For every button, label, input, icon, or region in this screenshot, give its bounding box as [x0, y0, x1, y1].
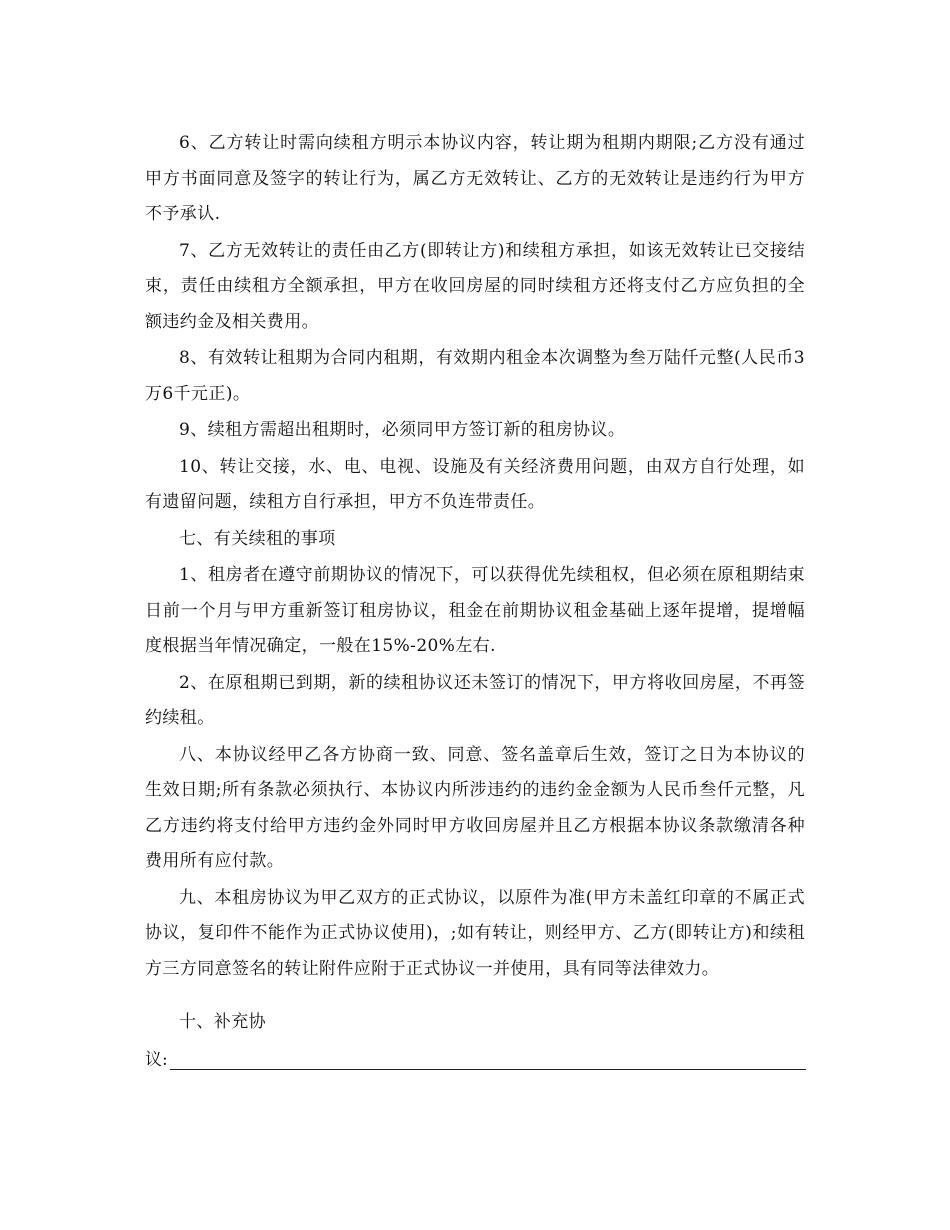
paragraph-clause-6: 6、乙方转让时需向续租方明示本协议内容，转让期为租期内期限;乙方没有通过甲方书面同意及签字的转让行为，属乙方无效转让、乙方的无效转让是违约行为甲方不予承认. [145, 133, 805, 224]
paragraph-renewal-2: 2、在原租期已到期，新的续租协议还未签订的情况下，甲方将收回房屋，不再签约续租。 [145, 672, 805, 728]
paragraph-clause-9: 9、续租方需超出租期时，必须同甲方签订新的租房协议。 [179, 420, 626, 440]
paragraph-clause-8: 8、有效转让租期为合同内租期，有效期内租金本次调整为叁万陆仟元整(人民币3万6千元正)。 [145, 348, 805, 404]
section-heading-renewal: 七、有关续租的事项 [179, 528, 336, 549]
paragraph-section-9: 九、本租房协议为甲乙双方的正式协议，以原件为准(甲方未盖红印章的不属正式协议，复印件不能作为正式协议使用)，;如有转让，则经甲方、乙方(即转让方)和续租方三方同意签名的转让附件应附于正式协议一并使用，具有同等法律效力。 [145, 887, 805, 979]
fill-in-underline [170, 1069, 806, 1070]
paragraph-section-8: 八、本协议经甲乙各方协商一致、同意、签名盖章后生效，签订之日为本协议的生效日期;所有条款必须执行、本协议内所涉违约的违约金金额为人民币叁仟元整，凡乙方违约将支付给甲方违约金外同时甲方收回房屋并且乙方根据本协议条款缴清各种费用所有应付款。 [145, 744, 805, 871]
supplement-heading: 十、补充协 [179, 1012, 266, 1032]
paragraph-clause-10: 10、转让交接，水、电、电视、设施及有关经济费用问题，由双方自行处理，如有遗留问题，续租方自行承担，甲方不负连带责任。 [145, 456, 805, 512]
supplement-label: 议: [145, 1049, 168, 1070]
supplement-line [145, 1043, 805, 1079]
document-page [145, 126, 805, 1078]
paragraph-renewal-1: 1、租房者在遵守前期协议的情况下，可以获得优先续租权，但必须在原租期结束日前一个月与甲方重新签订租房协议，租金在前期协议租金基础上逐年提增，提增幅度根据当年情况确定，一般在15%-20%左右. [145, 565, 805, 656]
paragraph-clause-7: 7、乙方无效转让的责任由乙方(即转让方)和续租方承担，如该无效转让已交接结束，责任由续租方全额承担，甲方在收回房屋的同时续租方还将支付乙方应负担的全额违约金及相关费用。 [145, 240, 805, 332]
